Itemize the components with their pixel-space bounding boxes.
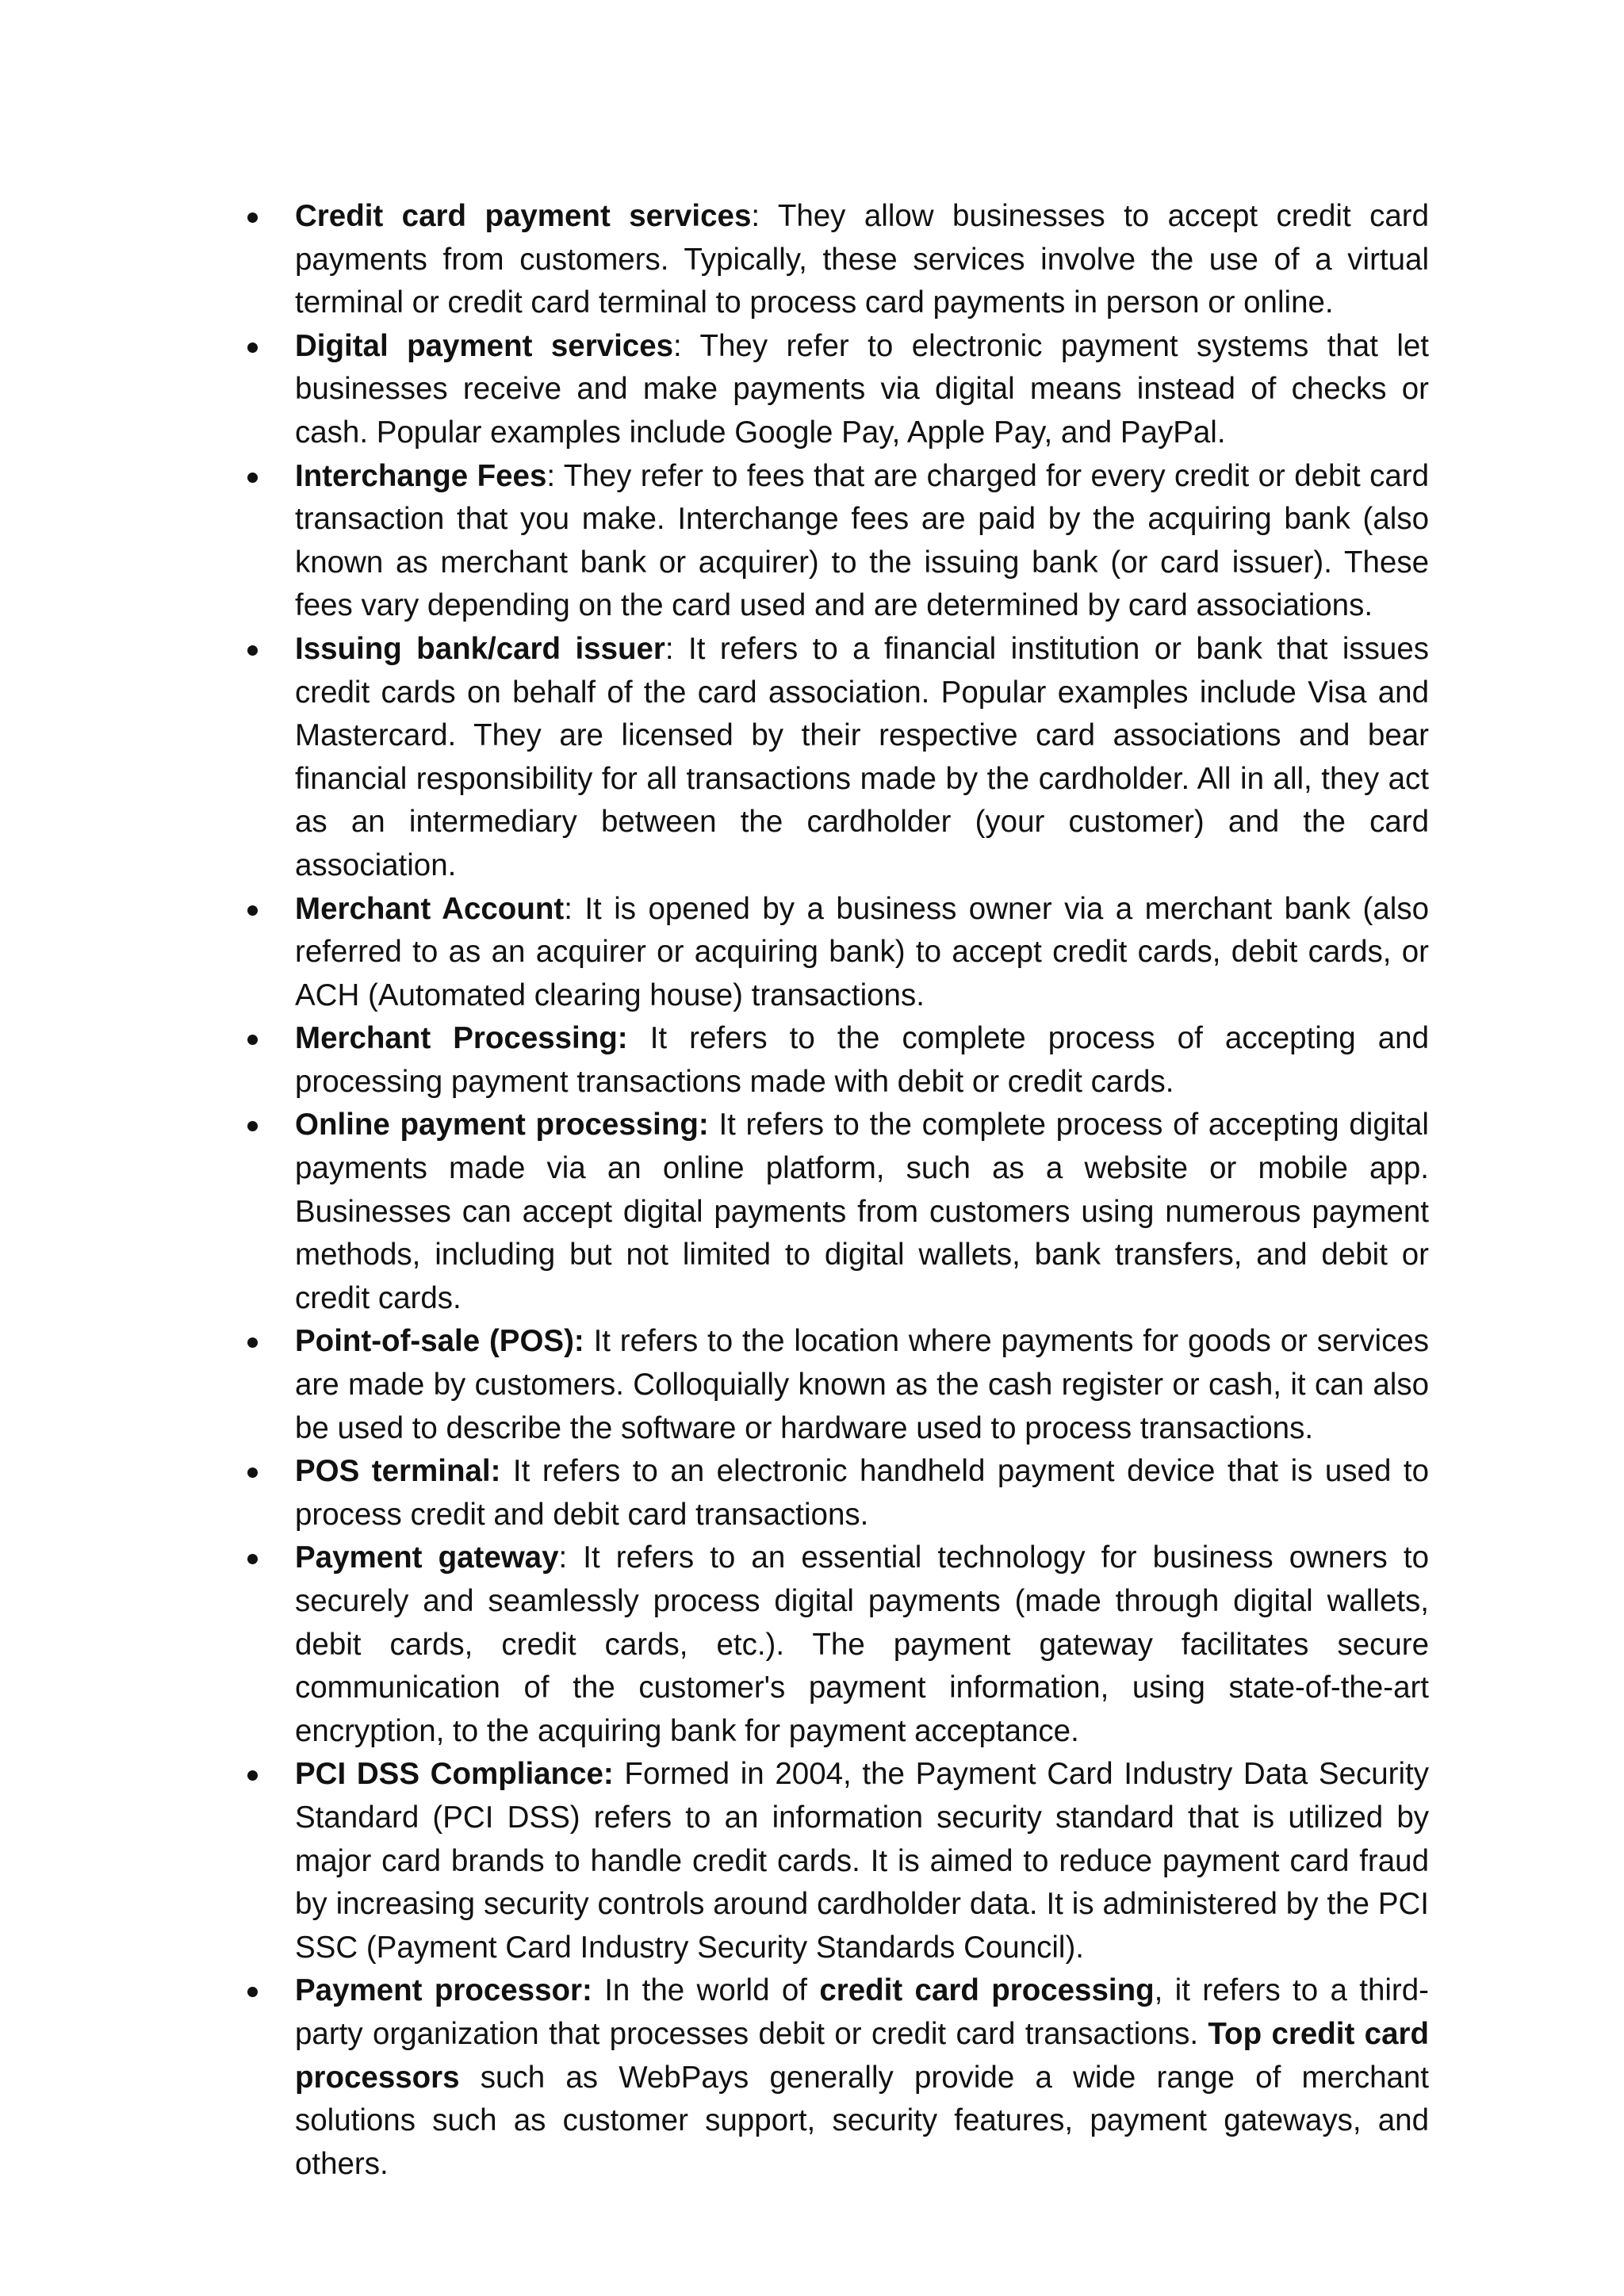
separator [709, 1108, 719, 1142]
term: Merchant Processing: [295, 1021, 628, 1056]
list-item [295, 325, 1429, 455]
definition-link-text: credit card processing [819, 1973, 1155, 2008]
term: PCI DSS Compliance: [295, 1757, 614, 1792]
definition: It refers to an essential technology for business owners to securely and seamlessly process digital payments (made through digital wallets, debit cards, credit cards, etc.). The payment gateway facilitates secure communication of the customer's payment information, using state-of-the-art encryption, to the acquiring bank for payment acceptance. [295, 1540, 1429, 1748]
term: POS terminal: [295, 1454, 501, 1489]
bullet-icon [247, 1770, 258, 1781]
glossary-list [295, 195, 1429, 2186]
bullet-icon [247, 1987, 258, 1997]
definition: It is opened by a business owner via a merchant bank (also referred to as an acquirer or acquiring bank) to accept credit cards, debit cards, or ACH (Automated clearing house) transactions. [295, 891, 1429, 1012]
definition: It refers to an electronic handheld payment device that is used to process credit and debit card transactions. [295, 1454, 1429, 1532]
list-item [295, 1017, 1429, 1104]
definition-part: In the world of [604, 1973, 820, 2008]
bullet-icon [247, 1554, 258, 1564]
list-item [295, 1753, 1429, 1969]
term: Merchant Account [295, 891, 565, 926]
separator: : [665, 631, 689, 666]
definition: It refers to the complete process of accepting and processing payment transactions made with debit or credit cards. [295, 1021, 1429, 1099]
list-item [295, 628, 1429, 888]
separator: : [564, 891, 585, 926]
definition: It refers to a financial institution or bank that issues credit cards on behalf of the card association. Popular examples include Visa and Mastercard. They are licensed by their respective card associations and bear financial responsibility for all transactions made by the cardholder. All in all, they act as an intermediary between the cardholder (your customer) and the card association. [295, 631, 1429, 882]
definition: Formed in 2004, the Payment Card Industry Data Security Standard (PCI DSS) refers to an information security standard that is utilized by major card brands to handle credit cards. It is aimed to reduce payment card fraud by increasing security controls around cardholder data. It is administered by the PCI SSC (Payment Card Industry Security Standards Council). [295, 1757, 1430, 1965]
separator: : [751, 199, 778, 233]
definition-link-text: Top credit card processors [295, 2016, 1429, 2095]
list-item [295, 888, 1429, 1018]
term: Digital payment services [295, 328, 674, 363]
bullet-icon [247, 1468, 258, 1478]
separator [628, 1021, 650, 1055]
definition-part: , it refers to a third-party organization that processes debit or credit card transactions. [295, 1973, 1429, 2051]
separator: : [546, 458, 564, 493]
bullet-icon [247, 1337, 258, 1348]
separator: : [558, 1540, 584, 1575]
list-item [295, 1536, 1429, 1753]
bullet-icon [247, 1121, 258, 1131]
term: Payment gateway [295, 1540, 559, 1575]
bullet-icon [247, 342, 258, 353]
separator [592, 1973, 604, 2007]
list-item [295, 195, 1429, 325]
term: Online payment processing: [295, 1108, 709, 1142]
term: Issuing bank/card issuer [295, 631, 665, 666]
term: Point-of-sale (POS): [295, 1324, 584, 1359]
bullet-icon [247, 1035, 258, 1045]
list-item [295, 1104, 1429, 1320]
separator: : [673, 328, 700, 363]
separator [500, 1454, 513, 1488]
term: Payment processor: [295, 1973, 592, 2008]
definition: They refer to electronic payment systems that let businesses receive and make payments via digital means instead of checks or cash. Popular examples include Google Pay, Apple Pay, and PayPal. [295, 328, 1429, 450]
definition: It refers to the complete process of accepting digital payments made via an online platform, such as a website or mobile app. Businesses can accept digital payments from customers using numerous payment methods, including but not limited to digital wallets, bank transfers, and debit or credit cards. [295, 1108, 1429, 1315]
list-item [295, 1969, 1429, 2186]
definition-part: such as WebPays generally provide a wide range of merchant solutions such as customer support, security features, payment gateways, and others. [295, 2060, 1429, 2181]
bullet-icon [247, 473, 258, 483]
bullet-icon [247, 645, 258, 656]
list-item [295, 455, 1429, 628]
separator [584, 1324, 594, 1358]
definition: They refer to fees that are charged for every credit or debit card transaction that you make. Interchange fees are paid by the acquiring bank (also known as merchant bank or acquirer) to the issuing bank (or card issuer). These fees vary depending on the card used and are determined by card associations. [295, 458, 1430, 623]
list-item [295, 1450, 1429, 1536]
bullet-icon [247, 905, 258, 916]
term: Interchange Fees [295, 458, 547, 493]
bullet-icon [247, 212, 258, 223]
term: Credit card payment services [295, 199, 752, 233]
definition: They allow businesses to accept credit card payments from customers. Typically, these services involve the use of a virtual terminal or credit card terminal to process card payments in person or online. [295, 199, 1430, 320]
definition: It refers to the location where payments for goods or services are made by customers. Colloquially known as the cash register or cash, it can also be used to describe the software or hardware used to process transactions. [295, 1324, 1429, 1445]
separator [614, 1757, 625, 1791]
list-item [295, 1320, 1429, 1450]
